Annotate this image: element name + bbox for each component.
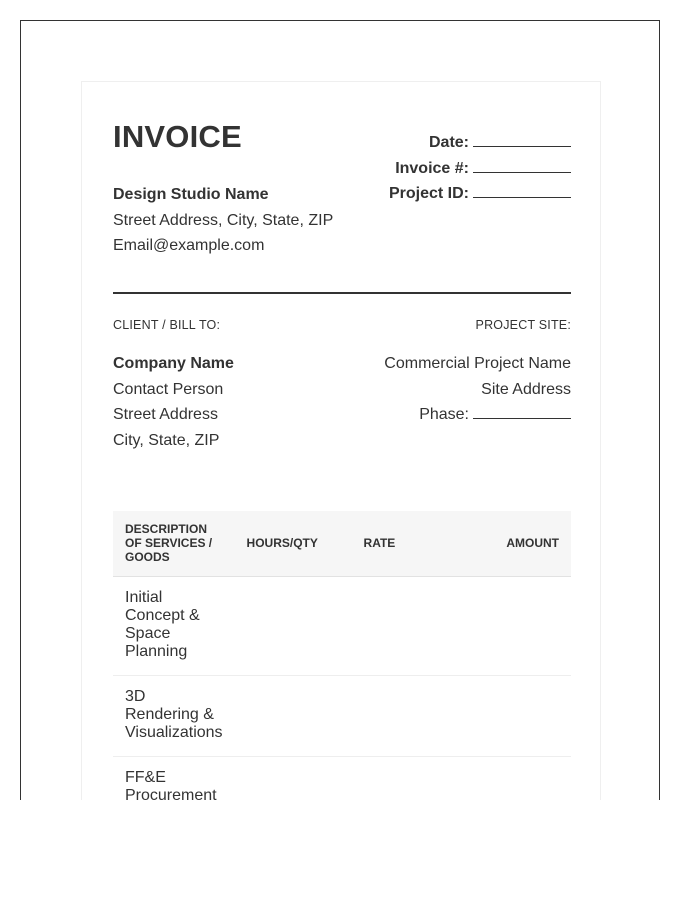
site-address: Site Address: [481, 380, 571, 398]
phase-blank-line: [473, 404, 571, 419]
header-divider: [113, 292, 571, 294]
studio-address: Street Address, City, State, ZIP: [113, 211, 334, 229]
studio-info: [113, 182, 333, 259]
row-amount: [494, 676, 571, 757]
row-description: Initial Concept & Space Planning: [113, 577, 235, 676]
studio-name: Design Studio Name: [113, 186, 269, 203]
client-company: Company Name: [113, 355, 234, 372]
row-description: FF&E Procurement: [113, 757, 235, 801]
header-amount: AMOUNT: [494, 511, 571, 577]
header-description: DESCRIPTION OF SERVICES / GOODS: [113, 511, 235, 577]
site-project-name: Commercial Project Name: [384, 355, 571, 372]
site-heading: PROJECT SITE:: [475, 318, 571, 332]
phase-label: Phase:: [419, 406, 469, 423]
row-rate: [352, 577, 494, 676]
services-table: [113, 511, 571, 800]
project-id-row: [389, 181, 571, 207]
client-city: City, State, ZIP: [113, 431, 220, 449]
row-qty: [235, 676, 352, 757]
table-row: [113, 577, 571, 676]
date-row: [389, 130, 571, 156]
table-header-row: [113, 511, 571, 577]
date-blank-line: [473, 132, 571, 147]
row-rate: [352, 676, 494, 757]
header-rate: RATE: [352, 511, 494, 577]
project-id-blank-line: [473, 183, 571, 198]
client-heading: CLIENT / BILL TO:: [113, 318, 221, 332]
client-contact: Contact Person: [113, 380, 224, 398]
date-label: Date:: [428, 134, 469, 151]
invoice-meta: [389, 130, 571, 207]
table-row: [113, 676, 571, 757]
row-qty: [235, 577, 352, 676]
studio-email: Email@example.com: [113, 237, 265, 254]
invoice-number-blank-line: [473, 158, 571, 173]
invoice-number-row: [389, 156, 571, 182]
row-qty: [235, 757, 352, 801]
row-description: 3D Rendering & Visualizations: [113, 676, 235, 757]
client-street: Street Address: [113, 406, 218, 423]
invoice-sheet: [81, 81, 601, 800]
header-hours-qty: HOURS/QTY: [235, 511, 352, 577]
client-info: [113, 351, 234, 453]
document-frame: [20, 20, 660, 800]
phase-row: [384, 402, 571, 428]
row-amount: [494, 757, 571, 801]
table-row: [113, 757, 571, 801]
row-amount: [494, 577, 571, 676]
invoice-title: INVOICE: [113, 119, 242, 154]
project-id-label: Project ID:: [388, 185, 469, 202]
invoice-number-label: Invoice #:: [395, 159, 469, 177]
site-info: [384, 351, 571, 428]
row-rate: [352, 757, 494, 801]
